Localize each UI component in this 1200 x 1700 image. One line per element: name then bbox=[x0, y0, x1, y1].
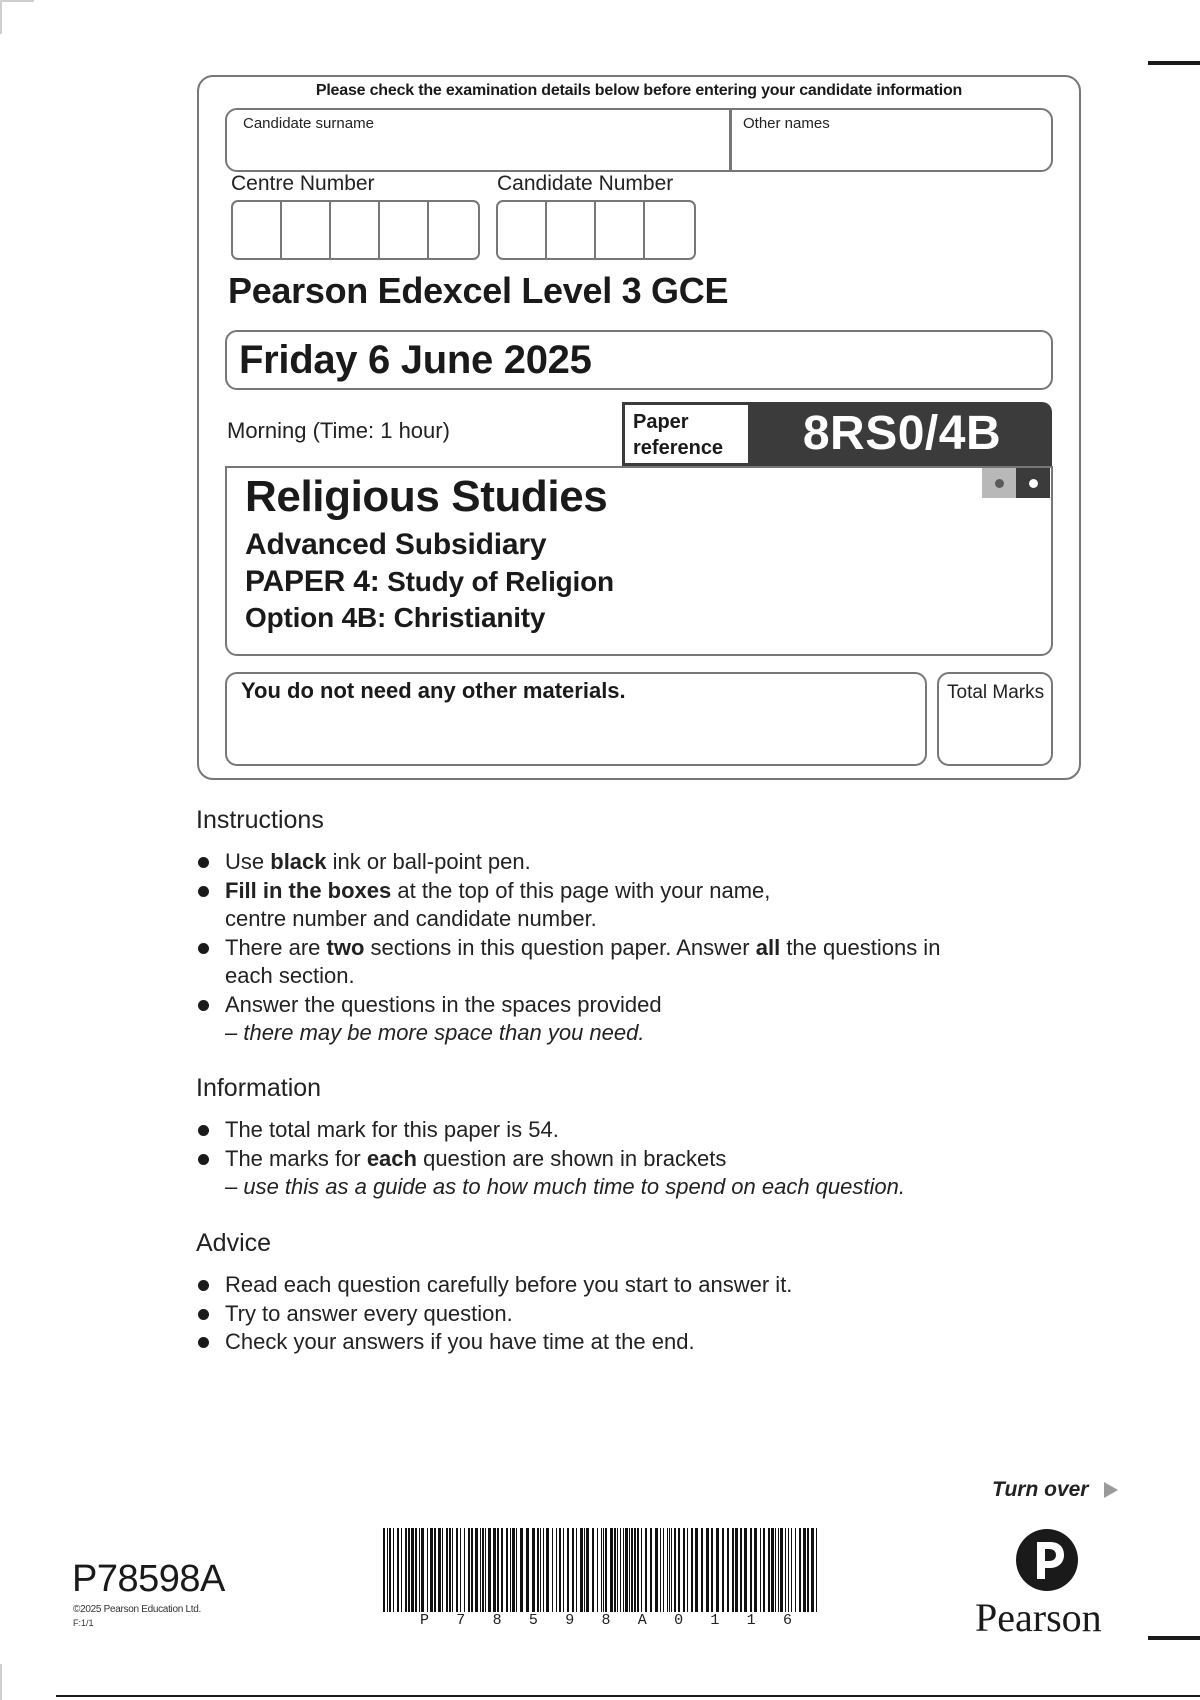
barcode-bar bbox=[456, 1528, 458, 1612]
barcode-bar bbox=[754, 1528, 757, 1612]
barcode-bar bbox=[660, 1528, 661, 1612]
candidate-number-digit-box[interactable] bbox=[596, 202, 645, 258]
barcode-bar bbox=[597, 1528, 598, 1612]
information-heading: Information bbox=[196, 1074, 322, 1102]
paper-reference-code: 8RS0/4B bbox=[802, 407, 1002, 460]
crop-mark-top-left-v bbox=[0, 0, 2, 34]
option-title-text: Christianity bbox=[386, 602, 546, 633]
barcode-bar bbox=[617, 1528, 618, 1612]
barcode-bar bbox=[667, 1528, 668, 1612]
barcode-bar bbox=[601, 1528, 602, 1612]
print-reference: F:1/1 bbox=[73, 1618, 94, 1628]
barcode-bar bbox=[430, 1528, 433, 1612]
turn-over-label: Turn over bbox=[992, 1478, 1089, 1501]
tier-dot-light bbox=[982, 468, 1016, 498]
barcode-bar bbox=[795, 1528, 796, 1612]
barcode-bar bbox=[584, 1528, 585, 1612]
check-details-notice: Please check the examination details below before entering your candidate information bbox=[315, 82, 963, 99]
barcode-bar bbox=[771, 1528, 774, 1612]
barcode-bar bbox=[556, 1528, 557, 1612]
tier-dot-dark bbox=[1016, 468, 1050, 498]
barcode-bar bbox=[485, 1528, 486, 1612]
subject-title: Religious Studies bbox=[245, 472, 608, 521]
centre-number-digit-box[interactable] bbox=[331, 202, 380, 258]
barcode-digit: 1 bbox=[710, 1612, 720, 1629]
barcode-bar bbox=[460, 1528, 461, 1612]
barcode-bar bbox=[543, 1528, 544, 1612]
barcode-digit: 5 bbox=[528, 1612, 538, 1629]
barcode-bar bbox=[421, 1528, 424, 1612]
paper-title-text: Study of Religion bbox=[379, 566, 614, 597]
exam-date-box bbox=[225, 330, 1053, 390]
barcode-bar bbox=[655, 1528, 658, 1612]
candidate-number-label: Candidate Number bbox=[497, 172, 674, 195]
advice-list bbox=[196, 1271, 792, 1357]
barcode-bar bbox=[603, 1528, 604, 1612]
barcode-bar bbox=[493, 1528, 496, 1612]
edge-mark-bottom-right bbox=[1148, 1636, 1200, 1640]
barcode-bar bbox=[669, 1528, 670, 1612]
barcode-digit: A bbox=[637, 1612, 647, 1629]
centre-number-digit-box[interactable] bbox=[233, 202, 282, 258]
barcode-bar bbox=[546, 1528, 549, 1612]
barcode-bar bbox=[552, 1528, 553, 1612]
candidate-number-digit-box[interactable] bbox=[547, 202, 596, 258]
edge-mark-top-right bbox=[1148, 61, 1200, 65]
exam-date: Friday 6 June 2025 bbox=[239, 338, 592, 382]
other-names-label: Other names bbox=[743, 115, 830, 132]
option-title bbox=[245, 602, 545, 634]
instructions-list bbox=[196, 848, 940, 1048]
paper-prefix: PAPER 4: bbox=[245, 565, 380, 598]
barcode-bar bbox=[586, 1528, 589, 1612]
barcode-digit: 8 bbox=[492, 1612, 502, 1629]
barcode-bar bbox=[807, 1528, 809, 1612]
barcode bbox=[383, 1528, 819, 1612]
barcode-bar bbox=[620, 1528, 621, 1612]
barcode-bar bbox=[563, 1528, 564, 1612]
barcode-bar bbox=[706, 1528, 709, 1612]
barcode-bar bbox=[408, 1528, 410, 1612]
barcode-bar bbox=[475, 1528, 478, 1612]
barcode-bar bbox=[512, 1528, 515, 1612]
name-divider bbox=[729, 110, 732, 170]
barcode-bar bbox=[716, 1528, 719, 1612]
barcode-bar bbox=[735, 1528, 738, 1612]
barcode-bar bbox=[497, 1528, 499, 1612]
list-item: There are two sections in this question paper. Answer all the questions in each section. bbox=[196, 934, 940, 991]
barcode-bar bbox=[397, 1528, 399, 1612]
barcode-bar bbox=[401, 1528, 402, 1612]
barcode-digit: 9 bbox=[565, 1612, 575, 1629]
barcode-bar bbox=[641, 1528, 642, 1612]
barcode-bar bbox=[520, 1528, 523, 1612]
barcode-bar bbox=[480, 1528, 481, 1612]
materials-notice: You do not need any other materials. bbox=[241, 678, 626, 703]
centre-number-digit-box[interactable] bbox=[282, 202, 331, 258]
barcode-bar bbox=[464, 1528, 465, 1612]
barcode-bar bbox=[411, 1528, 414, 1612]
barcode-bar bbox=[740, 1528, 742, 1612]
paper-reference-label bbox=[625, 405, 748, 463]
barcode-bar bbox=[811, 1528, 814, 1612]
barcode-bar bbox=[634, 1528, 636, 1612]
pearson-p-logo-icon bbox=[1015, 1528, 1079, 1592]
barcode-bar bbox=[631, 1528, 633, 1612]
information-list bbox=[196, 1116, 905, 1202]
barcode-bar bbox=[744, 1528, 747, 1612]
barcode-bar bbox=[605, 1528, 607, 1612]
barcode-bar bbox=[383, 1528, 385, 1612]
barcode-digit: 6 bbox=[782, 1612, 792, 1629]
barcode-bar bbox=[816, 1528, 817, 1612]
copyright-notice: ©2025 Pearson Education Ltd. bbox=[73, 1604, 201, 1615]
barcode-bar bbox=[683, 1528, 685, 1612]
subject-box bbox=[225, 466, 1053, 656]
list-item: Fill in the boxes at the top of this page with your name, centre number and candidate number. bbox=[196, 877, 940, 934]
barcode-bar bbox=[778, 1528, 779, 1612]
barcode-digit: 7 bbox=[456, 1612, 466, 1629]
barcode-bar bbox=[592, 1528, 594, 1612]
candidate-name-box[interactable] bbox=[225, 108, 1053, 172]
barcode-bar bbox=[537, 1528, 539, 1612]
barcode-bar bbox=[501, 1528, 503, 1612]
barcode-bar bbox=[637, 1528, 639, 1612]
barcode-bar bbox=[415, 1528, 417, 1612]
barcode-bar bbox=[687, 1528, 688, 1612]
barcode-bar bbox=[671, 1528, 672, 1612]
barcode-bar bbox=[629, 1528, 630, 1612]
barcode-bar bbox=[393, 1528, 394, 1612]
barcode-bar bbox=[760, 1528, 761, 1612]
publisher-wordmark: Pearson bbox=[975, 1595, 1102, 1640]
list-item: Use black ink or ball-point pen. bbox=[196, 848, 940, 877]
barcode-bar bbox=[803, 1528, 806, 1612]
barcode-bar bbox=[540, 1528, 541, 1612]
barcode-bar bbox=[674, 1528, 676, 1612]
barcode-bar bbox=[438, 1528, 441, 1612]
barcode-bar bbox=[510, 1528, 511, 1612]
paper-code: P78598A bbox=[72, 1558, 225, 1600]
barcode-bar bbox=[488, 1528, 491, 1612]
barcode-bar bbox=[750, 1528, 752, 1612]
barcode-bar bbox=[452, 1528, 453, 1612]
centre-number-label: Centre Number bbox=[231, 172, 375, 195]
option-prefix: Option 4B: bbox=[245, 602, 387, 633]
barcode-bar bbox=[625, 1528, 628, 1612]
list-item: The marks for each question are shown in brackets – use this as a guide as to how much time to spend on each question. bbox=[196, 1145, 905, 1202]
barcode-bar bbox=[449, 1528, 451, 1612]
barcode-digit: 0 bbox=[674, 1612, 684, 1629]
barcode-bar bbox=[623, 1528, 624, 1612]
bottom-rule bbox=[56, 1695, 1200, 1697]
barcode-bar bbox=[695, 1528, 698, 1612]
materials-box bbox=[225, 672, 927, 766]
barcode-digits bbox=[420, 1612, 792, 1629]
barcode-bar bbox=[610, 1528, 613, 1612]
barcode-bar bbox=[785, 1528, 786, 1612]
barcode-bar bbox=[572, 1528, 574, 1612]
barcode-bar bbox=[442, 1528, 443, 1612]
advice-heading: Advice bbox=[196, 1229, 272, 1257]
barcode-bar bbox=[763, 1528, 765, 1612]
barcode-bar bbox=[387, 1528, 388, 1612]
turn-over-arrow-icon bbox=[1104, 1482, 1118, 1498]
crop-mark-top-left-h bbox=[0, 0, 34, 2]
barcode-bar bbox=[727, 1528, 729, 1612]
barcode-bar bbox=[788, 1528, 789, 1612]
barcode-bar bbox=[434, 1528, 436, 1612]
barcode-bar bbox=[532, 1528, 535, 1612]
barcode-digit: 8 bbox=[601, 1612, 611, 1629]
barcode-bar bbox=[567, 1528, 569, 1612]
list-item: Answer the questions in the spaces provided – there may be more space than you need. bbox=[196, 991, 940, 1048]
centre-number-digit-box[interactable] bbox=[380, 202, 429, 258]
barcode-bar bbox=[650, 1528, 652, 1612]
barcode-digit: P bbox=[420, 1612, 430, 1629]
barcode-bar bbox=[799, 1528, 801, 1612]
barcode-bar bbox=[711, 1528, 713, 1612]
barcode-bar bbox=[678, 1528, 680, 1612]
barcode-bar bbox=[419, 1528, 420, 1612]
barcode-bar bbox=[526, 1528, 529, 1612]
instructions-heading: Instructions bbox=[196, 806, 324, 834]
barcode-digit: 1 bbox=[746, 1612, 756, 1629]
barcode-bar bbox=[768, 1528, 770, 1612]
barcode-bar bbox=[691, 1528, 693, 1612]
paper-reference-label-line1: Paper bbox=[633, 411, 689, 433]
barcode-bar bbox=[614, 1528, 616, 1612]
barcode-bar bbox=[701, 1528, 703, 1612]
barcode-bar bbox=[516, 1528, 517, 1612]
crop-mark-bottom-left-v bbox=[0, 1664, 2, 1700]
candidate-number-digit-box[interactable] bbox=[498, 202, 547, 258]
barcode-bar bbox=[780, 1528, 783, 1612]
paper-reference-panel bbox=[622, 402, 1052, 466]
list-item: Read each question carefully before you start to answer it. bbox=[196, 1271, 792, 1300]
exam-session-time: Morning (Time: 1 hour) bbox=[227, 418, 450, 443]
candidate-number-boxes bbox=[496, 200, 696, 260]
candidate-number-digit-box[interactable] bbox=[645, 202, 694, 258]
centre-number-boxes bbox=[231, 200, 480, 260]
barcode-bar bbox=[576, 1528, 577, 1612]
paper-title bbox=[245, 565, 614, 599]
qualification-title: Pearson Edexcel Level 3 GCE bbox=[228, 270, 729, 311]
barcode-bar bbox=[389, 1528, 391, 1612]
barcode-bar bbox=[775, 1528, 776, 1612]
total-marks-label: Total Marks bbox=[947, 682, 1045, 703]
barcode-bar bbox=[427, 1528, 428, 1612]
paper-reference-label-line2: reference bbox=[633, 437, 724, 459]
barcode-bar bbox=[580, 1528, 583, 1612]
barcode-bar bbox=[482, 1528, 484, 1612]
candidate-surname-label: Candidate surname bbox=[243, 115, 374, 132]
barcode-bar bbox=[471, 1528, 473, 1612]
barcode-bar bbox=[405, 1528, 407, 1612]
list-item: Try to answer every question. bbox=[196, 1300, 792, 1329]
barcode-bar bbox=[446, 1528, 448, 1612]
barcode-bar bbox=[732, 1528, 734, 1612]
list-item: The total mark for this paper is 54. bbox=[196, 1116, 905, 1145]
barcode-bar bbox=[559, 1528, 561, 1612]
total-marks-box[interactable] bbox=[937, 672, 1053, 766]
barcode-bar bbox=[468, 1528, 470, 1612]
barcode-bar bbox=[645, 1528, 647, 1612]
barcode-bar bbox=[663, 1528, 664, 1612]
list-item: Check your answers if you have time at the end. bbox=[196, 1328, 792, 1357]
barcode-bar bbox=[506, 1528, 508, 1612]
centre-number-digit-box[interactable] bbox=[429, 202, 478, 258]
subject-level: Advanced Subsidiary bbox=[245, 528, 547, 561]
barcode-bar bbox=[791, 1528, 792, 1612]
barcode-bar bbox=[722, 1528, 724, 1612]
